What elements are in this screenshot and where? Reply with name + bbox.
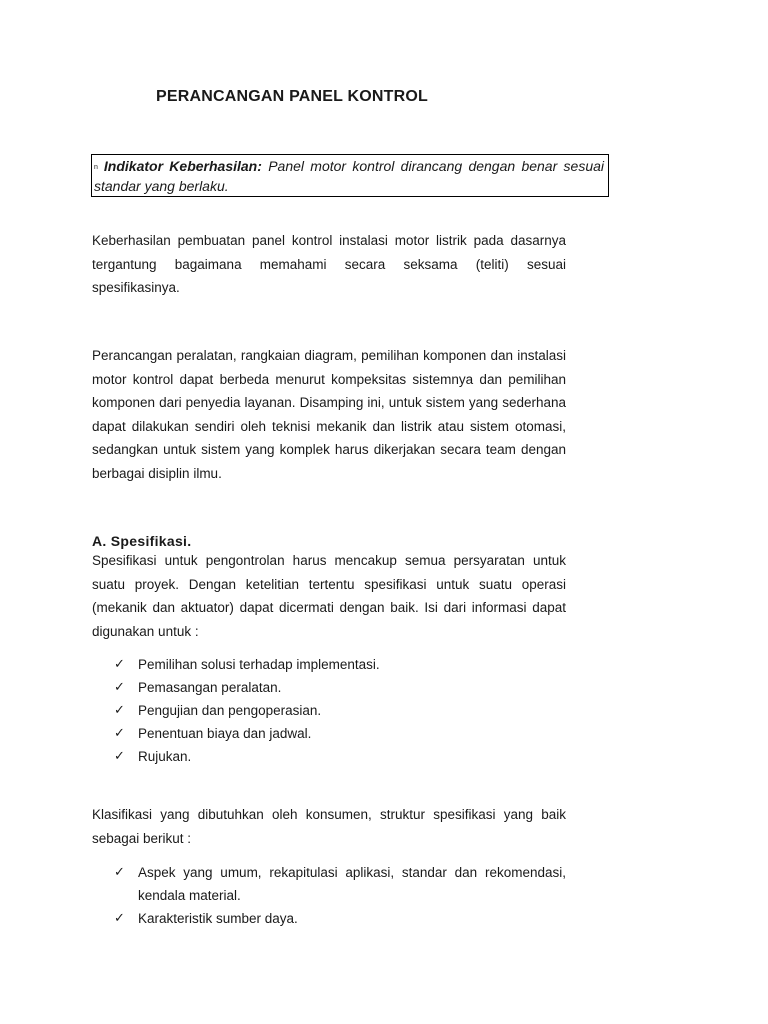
- page-title: PERANCANGAN PANEL KONTROL: [156, 88, 428, 105]
- list-item: ✓ Pengujian dan pengoperasian.: [114, 699, 566, 722]
- list-item: ✓ Karakteristik sumber daya.: [114, 907, 566, 930]
- check-icon: ✓: [114, 703, 125, 718]
- list-item: ✓ Rujukan.: [114, 745, 566, 768]
- check-icon: ✓: [114, 749, 125, 764]
- section-a-intro: Spesifikasi untuk pengontrolan harus mencakup semua persyaratan untuk suatu proyek. Dengan ketelitian tertentu spesifikasi untuk suatu operasi (mekanik dan aktuator) dapat dicermati dengan baik. Isi dari informasi dapat digunakan untuk :: [92, 553, 566, 639]
- list-item: ✓ Pemilihan solusi terhadap implementasi.: [114, 653, 566, 676]
- list-item: ✓ Penentuan biaya dan jadwal.: [114, 722, 566, 745]
- check-icon: ✓: [114, 657, 125, 672]
- usage-list: [114, 653, 566, 768]
- intro-paragraph: Keberhasilan pembuatan panel kontrol instalasi motor listrik pada dasarnya tergantung bagaimana memahami secara seksama (teliti) sesuai spesifikasinya.: [92, 233, 566, 295]
- section-a-heading: A. Spesifikasi.: [92, 533, 192, 549]
- check-icon: ✓: [114, 865, 125, 880]
- classification-list: [114, 861, 566, 930]
- check-icon: ✓: [114, 680, 125, 695]
- check-icon: ✓: [114, 911, 125, 926]
- check-icon: ✓: [114, 726, 125, 741]
- indicator-text: Panel motor kontrol dirancang dengan benar sesuai standar yang berlaku.: [94, 158, 605, 194]
- indicator-label: Indikator Keberhasilan:: [103, 158, 262, 174]
- success-indicator-box: [91, 154, 609, 197]
- classification-intro: Klasifikasi yang dibutuhkan oleh konsumen, struktur spesifikasi yang baik sebagai berikut :: [92, 807, 566, 846]
- design-paragraph: Perancangan peralatan, rangkaian diagram, pemilihan komponen dan instalasi motor kontrol dapat berbeda menurut kompeksitas sistemnya dan pemilihan komponen dari penyedia layanan. Disamping ini, untuk sistem yang sederhana dapat dilakukan sendiri oleh teknisi mekanik dan listrik atau sistem otomasi, sedangkan untuk sistem yang komplek harus dikerjakan secara team dengan berbagai disiplin ilmu.: [92, 348, 566, 481]
- list-item: ✓ Aspek yang umum, rekapitulasi aplikasi, standar dan rekomendasi, kendala material.: [114, 861, 566, 907]
- list-item: ✓ Pemasangan peralatan.: [114, 676, 566, 699]
- indicator-bullet: n: [94, 163, 98, 171]
